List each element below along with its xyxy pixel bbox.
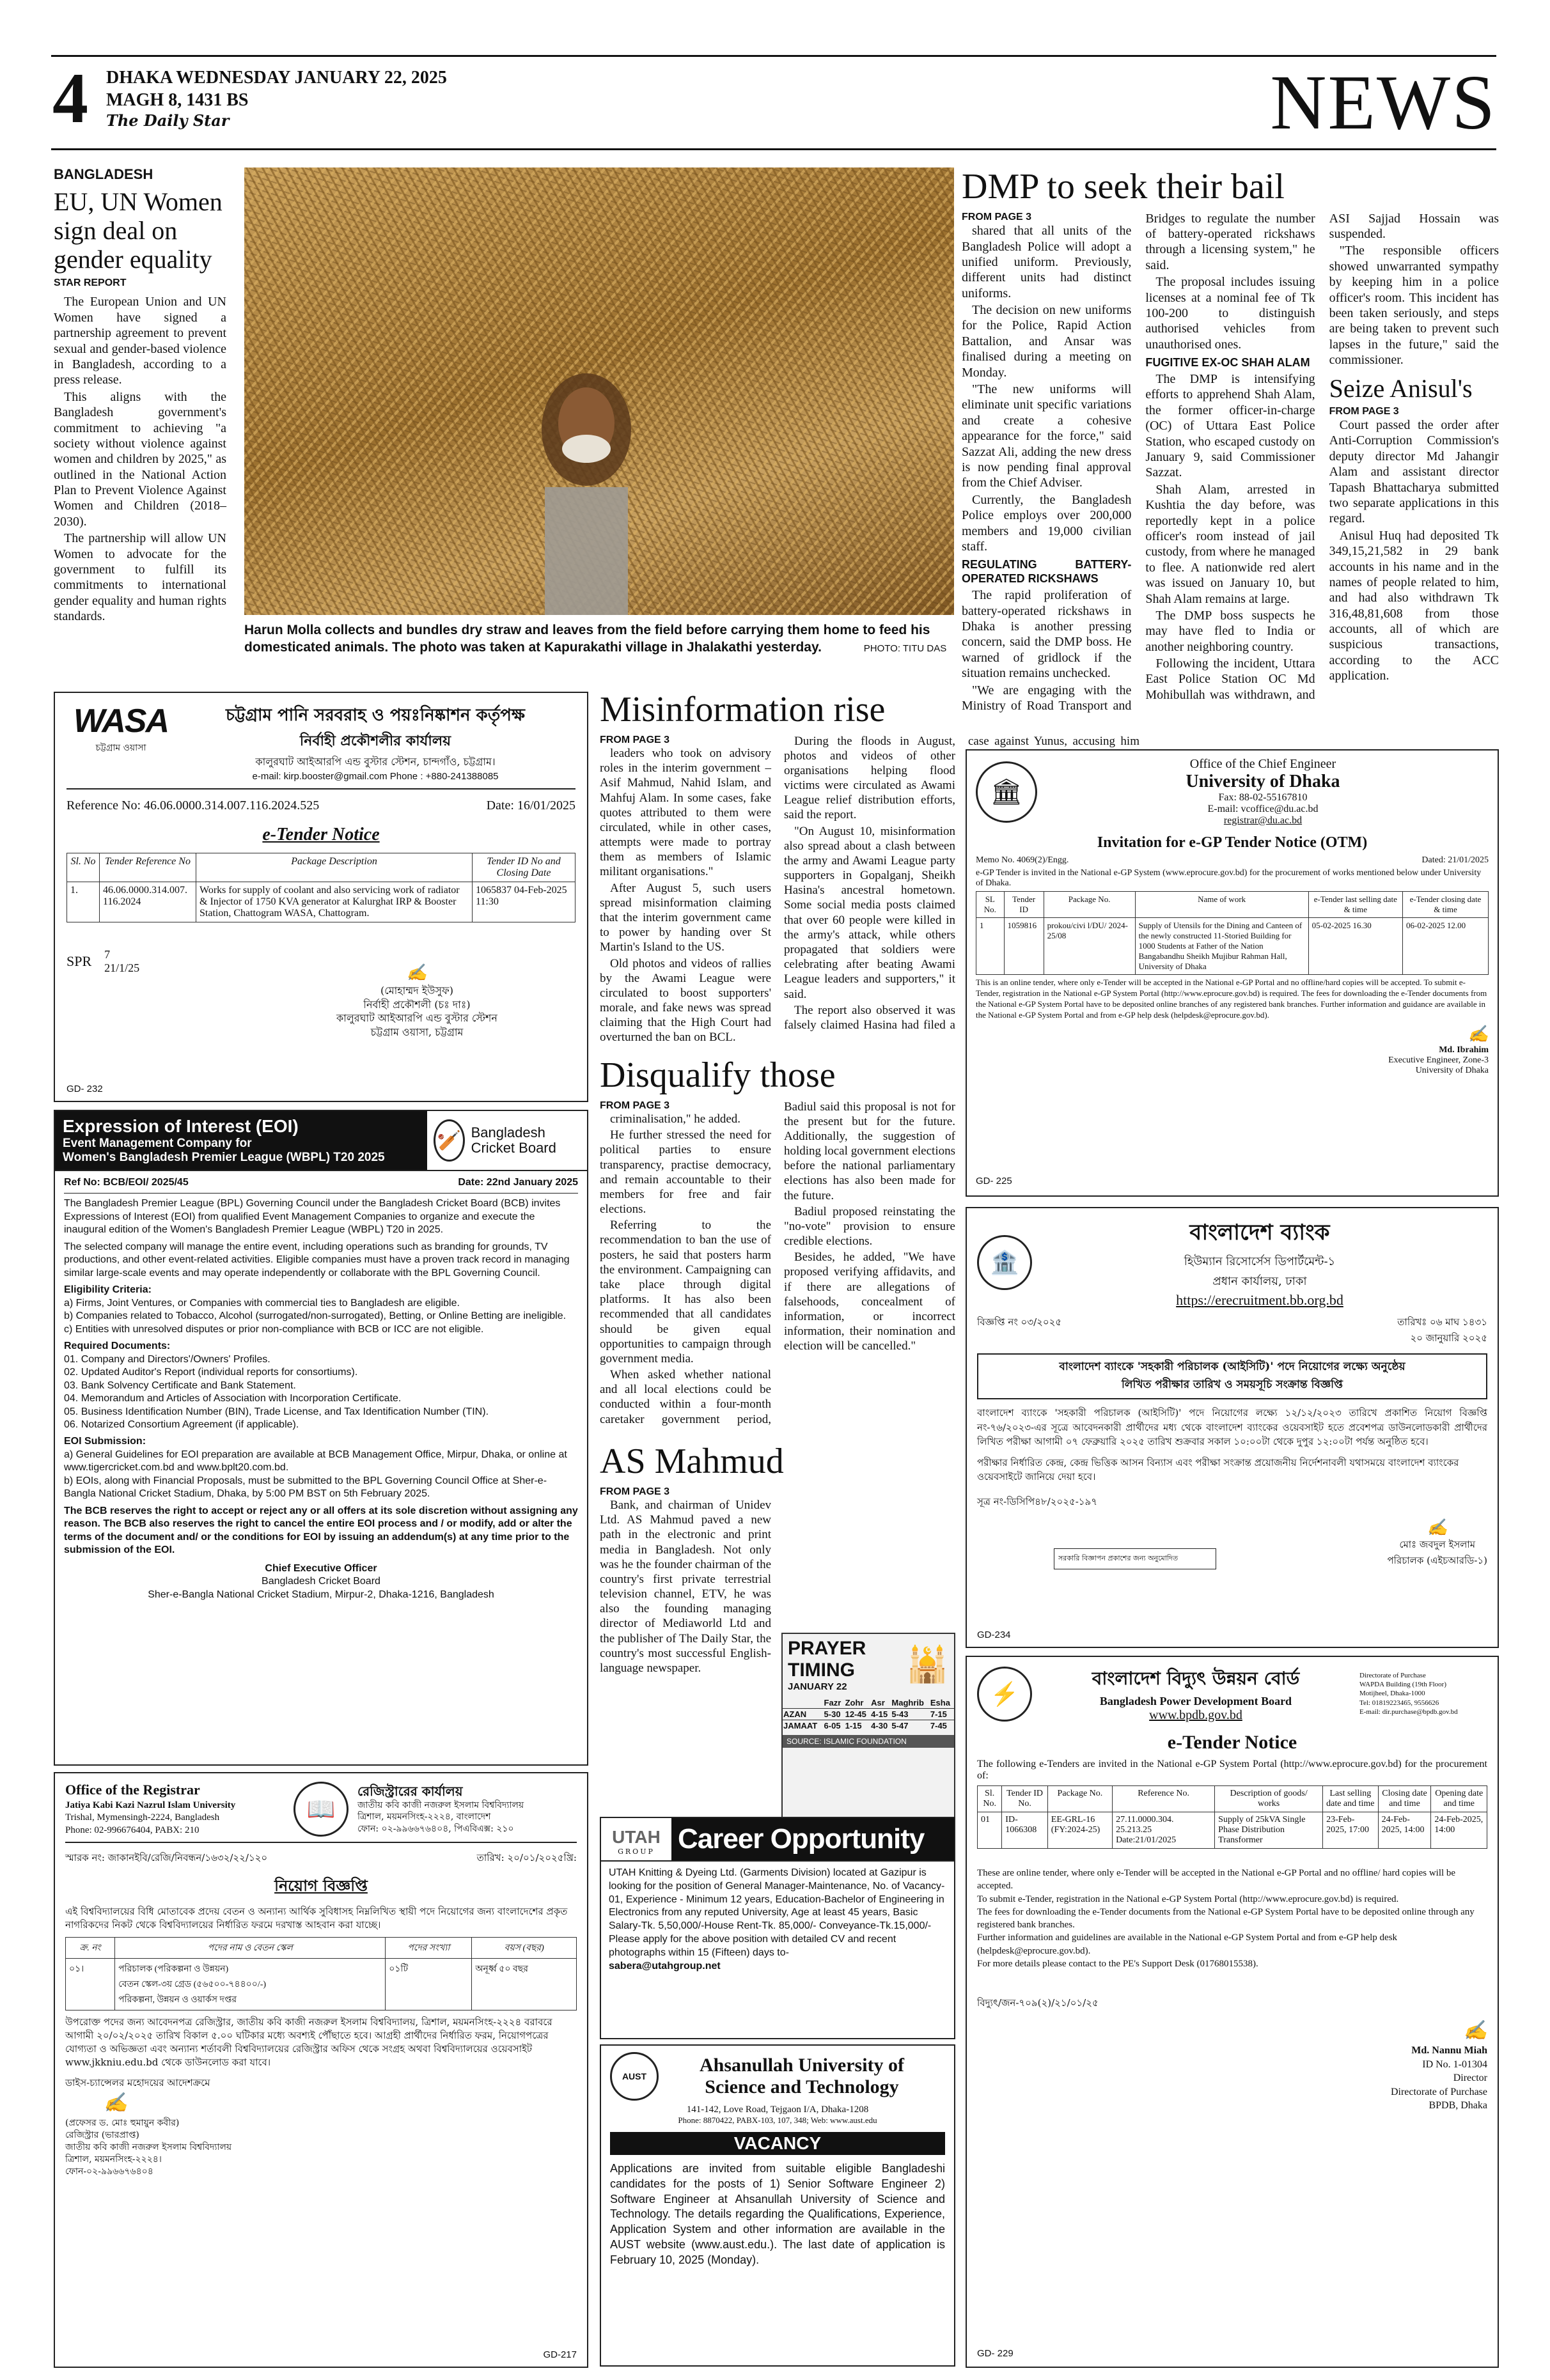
jkkniu-office-bn: রেজিস্ট্রারের কার্যালয় [357, 1784, 463, 1800]
misinfo-headline: Misinformation rise [600, 690, 886, 729]
du-logo-icon: 🏛 [976, 761, 1037, 823]
prayer-date: JANUARY 22 [788, 1681, 847, 1692]
bb-dept: হিউম্যান রিসোর্সেস ডিপার্টমেন্ট-১ [1184, 1255, 1336, 1268]
bcb-subtitle-2: Women's Bangladesh Premier League (WBPL) T20 2025 [63, 1151, 385, 1164]
wasa-logo-text: WASA [74, 703, 168, 740]
bcb-logo-icon: 🏏 [434, 1119, 465, 1162]
misinfo-paragraph: Old photos and videos of rallies by the Awami League were circulated to boost supporters' morale, and fake news was spread claiming that the High Court had overturned the ban on BCL. [600, 956, 771, 1045]
bb-exam-ad [966, 1207, 1499, 1648]
jkkniu-post-cell [115, 1959, 386, 2011]
jkkniu-addr-bn: ত্রিশাল, ময়মনসিংহ-২২২৪, বাংলাদেশ [357, 1812, 491, 1823]
jkkniu-title: নিয়োগ বিজ্ঞপ্তি [274, 1876, 368, 1895]
aust-vacancy: VACANCY [610, 2132, 945, 2155]
wasa-tender-table [67, 853, 575, 922]
disqualify-body [600, 1100, 955, 1435]
bpdb-cell: 01 [978, 1812, 1002, 1849]
prayer-source: SOURCE: ISLAMIC FOUNDATION [783, 1735, 954, 1748]
bpdb-side: Tel: 01819223465, 9556626 [1359, 1699, 1439, 1707]
prayer-title-1: PRAYER [788, 1637, 866, 1659]
paper-name: The Daily Star [106, 111, 230, 130]
mahmud-paragraph: Bank, and chairman of Unidev Ltd. AS Mahmud paved a new path in the electronic and print media in Bangladesh. Not only was he the founder chairman of the country's first private terrestrial television channel, ETV, he was also the founding managing director of Mediaworld Ltd and the publisher of The Daily Star, the country's most successful English-language newspaper. [600, 1498, 772, 1675]
anisul-paragraph: Anisul Huq had deposited Tk 349,15,21,582 in 29 bank accounts in his name and in the names of people related to him, and had also withdrawn Tk 316,48,81,608 from those accounts, all of which are suspicious transactions, according to the ACC application. [1329, 528, 1499, 683]
dmp-paragraph: Following the incident, Uttara East Police Station OC Md Mohibullah was withdrawn, and ASI Sajjad Hossain was suspended. [1145, 211, 1499, 702]
du-cell: 1059816 [1004, 918, 1044, 975]
aust-vacancy-ad [600, 2044, 955, 2367]
prayer-time: 7-45 [930, 1720, 947, 1731]
wasa-col-header: Tender Reference No [100, 853, 196, 882]
list-item: 04. Memorandum and Articles of Association with Incorporation Certificate. [64, 1393, 402, 1404]
du-col-header: Name of work [1135, 892, 1308, 918]
jkkniu-post-name: পরিচালক (পরিকল্পনা ও উন্নয়ন) [118, 1964, 229, 1975]
mahmud-story [600, 1442, 955, 1762]
bb-body: বাংলাদেশ ব্যাংকে 'সহকারী পরিচালক (আইসিটি)' পদে নিয়োগের লক্ষ্যে ১২/১২/২০২৩ তারিখে প্রকাশিত নিয়োগ বিজ্ঞপ্তি নং-৭৬/২০২৩-এর সূত্রে আবেদনকারী প্রার্থীদের মধ্য থেকে বাংলাদেশ ব্যাংকের ওয়েবসাইট হতে প্রবেশপত্র ডাউনলোডকারী প্রার্থীদের লিখিত পরীক্ষা আগামী ০৭ ফেব্রুয়ারি ২০২৫ তারিখ শুক্রবার সকাল ১০:০০টা থেকে দুপুর ১২:০০টা পর্যন্ত অনুষ্ঠিত হবে। [977, 1407, 1487, 1447]
bpdb-logo-icon: ⚡ [977, 1667, 1032, 1722]
misinfo-paragraph: "On August 10, misinformation also spread about a clash between the army and Awami League party supporters in Gopalganj, Sheikh Hasina's ancestral hometown. Some social media posts claimed that over 60 people were killed in the army's attack, while others propagated that soldiers were celebrating after beating Awami League leaders and supporters," it said. [784, 824, 955, 1001]
jkkniu-signature: ✍ [104, 2092, 128, 2115]
wasa-spr: SPR [67, 953, 92, 969]
wasa-col-header: Package Description [196, 853, 473, 882]
mahmud-body [600, 1486, 771, 1754]
dmp-paragraph: "The new uniforms will eliminate unit specific variations and create a cohesive appearance for the force," said Sazzat Ali, adding the new dress is now pending final approval from the Chief Adviser. [962, 382, 1132, 490]
du-intro: e-GP Tender is invited in the National e-GP System (www.eprocure.gov.bd) for the procurement of works mentioned below under University of Dhaka. [976, 868, 1482, 888]
wasa-cell: 1. [67, 882, 100, 922]
prayer-row-label: JAMAAT [783, 1720, 818, 1731]
disqualify-story [600, 1056, 955, 1440]
bpdb-col-header: Package No. [1047, 1786, 1112, 1812]
list-item: c) Entities with unresolved disputes or prior non-compliance with BCB or ICC are not eligible. [64, 1323, 484, 1335]
bcb-eoi-ad [54, 1110, 588, 1766]
section-title: NEWS [1270, 59, 1496, 146]
bpdb-signature: ✍ [1463, 2020, 1487, 2041]
jkkniu-phone-en: Phone: 02-996676404, PABX: 210 [65, 1824, 200, 1835]
jkkniu-post-scale: বেতন স্কেল-৩য় গ্রেড (৫৬৫০০-৭৪৪০০/-) [118, 1980, 267, 1990]
bpdb-cell: 27.11.0000.304. 25.213.25 Date:21/01/2025 [1113, 1812, 1215, 1849]
bpdb-side: Directorate of Purchase [1359, 1671, 1426, 1679]
aust-logo-icon [610, 2052, 659, 2101]
bb-date-2: ২০ জানুয়ারি ২০২৫ [1410, 1332, 1487, 1344]
bpdb-sign-name: Md. Nannu Miah [1411, 2045, 1487, 2056]
jkkniu-closing: ডাইস-চ্যান্সেলর মহোদয়ের আদেশক্রমে [65, 2077, 210, 2089]
list-item: 06. Notarized Consortium Agreement (if applicable). [64, 1419, 299, 1430]
bpdb-name-bn: বাংলাদেশ বিদ্যুৎ উন্নয়ন বোর্ড [1092, 1668, 1300, 1689]
photo-credit: PHOTO: TITU DAS [863, 643, 947, 655]
du-sign-title: Executive Engineer, Zone-3 [1388, 1055, 1489, 1065]
dmp-paragraph: "The responsible officers showed unwarranted sympathy by keeping him in a police officer's room. This incident has been taken seriously, and steps are being taken to prevent such lapses in the future," said the commissioner. [1329, 244, 1499, 368]
wasa-signature: ✍ [406, 963, 428, 983]
bpdb-side: E-mail: dir.purchase@bpdb.gov.bd [1359, 1707, 1458, 1716]
bpdb-cell: EE-GRL-16 (FY:2024-25) [1047, 1812, 1112, 1849]
date-line-bangla: MAGH 8, 1431 BS [106, 90, 249, 110]
jkkniu-cell: ০১। [66, 1959, 115, 2011]
prayer-time: 5-30 [824, 1709, 841, 1719]
prayer-timing-box [781, 1633, 955, 1827]
bpdb-tender-table [977, 1785, 1487, 1849]
dmp-subhead-shah-alam: FUGITIVE EX-OC SHAH ALAM [1145, 356, 1310, 369]
list-item: These are online tender, where only e-Tender will be accepted in the National e-GP Portal and no offline/ hard copies will be accepted. [977, 1868, 1456, 1892]
wasa-cell: 1065837 04-Feb-2025 11:30 [473, 882, 575, 922]
bcb-org-name: Bangladesh Cricket Board [471, 1124, 556, 1156]
list-item: a) Firms, Joint Ventures, or Companies with commercial ties to Bangladesh are eligible. [64, 1297, 460, 1309]
dmp-story-headline: DMP to seek their bail [962, 167, 1285, 206]
jkkniu-sign-addr: ত্রিশাল, ময়মনসিংহ-২২২৪। [65, 2154, 162, 2165]
utah-body: UTAH Knitting & Dyeing Ltd. (Garments Division) located at Gazipur is looking for the position of General Manager-Maintenance, No. of Vacancy- 01, Experience - Minimum 12 years, Education-Bachelor of Engineering in Electronics from any reputed University, Age at least 45 years, Basic Salary-Tk. 5,50,000/-House Rent-Tk. 85,000/- Conveyance-Tk.15,000/- [609, 1867, 945, 1932]
jkkniu-logo-icon: 📖 [294, 1782, 348, 1837]
photo-caption [244, 621, 954, 673]
wasa-logo-sub: চট্টগ্রাম ওয়াসা [95, 743, 146, 753]
date-line-english: DHAKA WEDNESDAY JANUARY 22, 2025 [106, 68, 447, 88]
bpdb-web[interactable]: www.bpdb.gov.bd [1149, 1708, 1242, 1722]
du-col-header: SL No. [976, 892, 1005, 918]
wasa-reference: Reference No: 46.06.0000.314.007.116.2024.525 [67, 798, 320, 813]
wasa-col-header: Sl. No [67, 853, 100, 882]
jkkniu-col-header: ক্র. নং [66, 1938, 115, 1959]
dmp-paragraph: The rapid proliferation of battery-operated rickshaws in Dhaka is another pressing concern, said the DMP boss. He warned of gridlock if the situation remains unchecked. [962, 588, 1132, 681]
wasa-gd: GD- 232 [67, 1084, 103, 1094]
jkkniu-date: তারিখ: ২০/০১/২০২৫খ্রি: [476, 1852, 577, 1864]
jkkniu-sign-name: (প্রফেসর ড. মোঃ হুমায়ুন কবীর) [65, 2118, 180, 2129]
jkkniu-sign-title: রেজিস্ট্রার (ভারপ্রাপ্ত) [65, 2129, 139, 2140]
prayer-time: 12-45 [845, 1709, 866, 1719]
list-item: 03. Bank Solvency Certificate and Bank Statement. [64, 1380, 296, 1391]
misinfo-paragraph: After August 5, such users spread misinformation claiming that the interim government came to power by handing over St Martin's Island to the US. [600, 881, 771, 954]
table-row [783, 1708, 954, 1720]
bcb-intro: The Bangladesh Premier League (BPL) Governing Council under the Bangladesh Cricket Board (BCB) invites Expressions of Interest (EOI) from qualified Event Management Companies to organize and execute the inaugural edition of the Women's Bangladesh Premier League (WBPL) T20 in 2025. [64, 1198, 561, 1236]
mosque-icon: 🕌 [905, 1645, 949, 1684]
bpdb-col-header: Tender ID No. [1002, 1786, 1047, 1812]
bb-bank-name: বাংলাদেশ ব্যাংক [1189, 1220, 1330, 1245]
bpdb-side: WAPDA Building (19th Floor) [1359, 1681, 1446, 1689]
dmp-paragraph: The DMP boss suspects he may have fled to India or another neighboring country. [1145, 608, 1315, 654]
du-email-1[interactable]: E-mail: vcoffice@du.ac.bd [1207, 804, 1319, 814]
bcb-sig-address: Sher-e-Bangla National Cricket Stadium, Mirpur-2, Dhaka-1216, Bangladesh [148, 1589, 494, 1600]
list-item: b) EOIs, along with Financial Proposals, must be submitted to the BPL Governing Council Office at Sher-e-Bangla National Cricket Stadium, Dhaka, by 5:00 PM BST on 5th February 2025. [64, 1475, 547, 1500]
disqualify-from-page: FROM PAGE 3 [600, 1100, 670, 1111]
eu-story-paragraph: The European Union and UN Women have signed a partnership agreement to prevent sexual and gender-based violence in Bangladesh, according to a press release. [54, 295, 226, 387]
du-note: This is an online tender, where only e-Tender will be accepted in the National e-GP Portal and no offline/hard copies will be accepted. To submit e-Tender, registration in the National e-GP System Portal (http://www.eprocure.gov.bd) is required. The fees for downloading the e-Tender documents from the National e-GP System Portal have to be deposited online branches of any registered bank branches. Further information and guidance are available in the National e-GP System Portal and from e-GP help desk (helpdesk@eprocure.gov.bd). [976, 977, 1487, 1020]
dmp-story-body [962, 211, 1499, 722]
misinfo-from-page: FROM PAGE 3 [600, 734, 670, 745]
prayer-time: 6-05 [824, 1720, 841, 1731]
table-row [978, 1812, 1487, 1849]
bpdb-col-header: Opening date and time [1431, 1786, 1487, 1812]
aust-address: 141-142, Love Road, Tejgaon I/A, Dhaka-1208 [686, 2104, 869, 2115]
du-cell: prokou/civi l/DU/ 2024-25/08 [1044, 918, 1135, 975]
masthead [0, 0, 1550, 160]
photo-caption-text: Harun Molla collects and bundles dry straw and leaves from the field before carrying them home to feed his domesticated animals. The photo was taken at Kapurakathi village in Jhalakathi yesterday. [244, 623, 930, 655]
eu-story [54, 166, 226, 678]
du-gd: GD- 225 [976, 1176, 1012, 1186]
bb-signature: ✍ [1427, 1518, 1448, 1537]
disqualify-headline: Disqualify those [600, 1055, 836, 1095]
bpdb-col-header: Reference No. [1113, 1786, 1215, 1812]
disqualify-paragraph: When asked whether national and all local elections could be conducted within a four-month caretaker government period, Badiul said this proposal is not for the present but for the future. Additionally, the suggestion of holding local government elections before the national parliamentary elections has also been made for the future. [600, 1100, 955, 1426]
jkkniu-phone-bn: ফোন: ০২-৯৯৬৬৭৬৪০৪, পিএবিএক্স: ২১০ [357, 1823, 514, 1834]
bpdb-gd: GD- 229 [977, 2348, 1014, 2359]
dmp-paragraph: "We are engaging with the Ministry of Road Transport and Bridges to regulate the number of battery-operated rickshaws through a licensing system," he said. [962, 211, 1315, 713]
anisul-story-headline: Seize Anisul's [1329, 373, 1473, 403]
eu-story-body [54, 294, 226, 624]
bpdb-cell: ID-1066308 [1002, 1812, 1047, 1849]
masthead-bottom-rule [51, 148, 1496, 150]
utah-career-ad [600, 1817, 955, 2039]
bcb-sig-org: Bangladesh Cricket Board [262, 1576, 380, 1587]
du-uni: University of Dhaka [1186, 772, 1340, 791]
disqualify-paragraph: Besides, he added, "We have proposed verifying affidavits, and if there are allegations of falsehoods, concealment of information, or incorrect information, their nomination and election will be cancelled." [784, 1250, 955, 1353]
utah-logo-sub: GROUP [618, 1847, 655, 1856]
list-item: The fees for downloading the e-Tender documents from the National e-GP System Portal have to be deposited online through any registered bank branches. [977, 1906, 1475, 1930]
du-cell: 06-02-2025 12.00 [1402, 918, 1488, 975]
bcb-eligibility-title: Eligibility Criteria: [64, 1284, 152, 1296]
du-signature: ✍ [1468, 1024, 1489, 1043]
du-col-header: e-Tender last selling date & time [1308, 892, 1402, 918]
disqualify-paragraph: Referring to the recommendation to ban the use of posters, he said that posters harm the environment. Campaigning can take place through digital platforms. It has also been recommended that all candidates should be given equal opportunities to campaign through government media. [600, 1218, 771, 1365]
bpdb-sign-org: BPDB, Dhaka [1429, 2100, 1487, 2112]
bpdb-col-header: Last selling date and time [1323, 1786, 1379, 1812]
bpdb-sign-dir: Directorate of Purchase [1390, 2086, 1487, 2097]
bpdb-sign-title: Director [1453, 2073, 1487, 2084]
du-date: Dated: 21/01/2025 [1421, 855, 1489, 865]
jkkniu-gd: GD-217 [543, 2349, 577, 2360]
dmp-from-page: FROM PAGE 3 [962, 211, 1032, 222]
bb-sign-title: পরিচালক (এইচআরডি-১) [1387, 1554, 1487, 1566]
prayer-time: 5-47 [891, 1720, 909, 1731]
aust-name-2: Science and Technology [705, 2076, 899, 2097]
bpdb-col-header: Description of goods/ works [1215, 1786, 1323, 1812]
jkkniu-col-header: পদের সংখ্যা [386, 1938, 472, 1959]
bb-title-1: বাংলাদেশ ব্যাংকে 'সহকারী পরিচালক (আইসিটি)' পদে নিয়োগের লক্ষ্যে অনুষ্ঠেয় [1059, 1360, 1405, 1373]
wasa-sign-org: চট্টগ্রাম ওয়াসা, চট্টগ্রাম [370, 1025, 464, 1038]
bb-ref: সূত্র নং-ডিসিপি৪৮/২০২৫-১৯৭ [977, 1495, 1097, 1507]
prayer-col-header: Zohr [845, 1697, 864, 1707]
list-item: 02. Updated Auditor's Report (individual reports for consortiums). [64, 1367, 358, 1378]
bb-notice-no: বিজ্ঞপ্তি নং ০৩/২০২৫ [977, 1316, 1062, 1328]
bb-office: প্রধান কার্যালয়, ঢাকা [1212, 1275, 1307, 1288]
wasa-tender-ad [54, 692, 588, 1102]
misinfo-paragraph: The report also observed it was falsely claimed Hasina had filed a case against Yunus, accusing him [784, 734, 1139, 1032]
bpdb-intro: The following e-Tenders are invited in the National e-GP System Portal (http://www.eprocure.gov.bd) for the procurement of: [977, 1759, 1487, 1781]
prayer-time: 7-15 [930, 1709, 947, 1719]
jkkniu-col-header: পদের নাম ও বেতন স্কেল [115, 1938, 386, 1959]
list-item: 01. Company and Directors'/Owners' Profiles. [64, 1353, 270, 1365]
bpdb-side: Motijheel, Dhaka-1000 [1359, 1690, 1425, 1698]
wasa-title: e-Tender Notice [262, 825, 380, 844]
anisul-from-page: FROM PAGE 3 [1329, 405, 1399, 417]
wasa-date: Date: 16/01/2025 [486, 798, 575, 813]
bb-title-2: লিখিত পরীক্ষার তারিখ ও সময়সূচি সংক্রান্ত বিজ্ঞপ্তি [1122, 1378, 1343, 1391]
date-line [106, 66, 554, 137]
aust-body: Applications are invited from suitable eligible Bangladeshi candidates for the posts of 1) Senior Software Engineer 2) Software Engineer at Ahsanullah University of Science and Technology. The details regarding the Qualifications, Experience, Application System and other information are available in the AUST website (www.aust.edu.). The last date of application is February 10, 2025 (Monday). [610, 2162, 945, 2266]
du-cell: 1 [976, 918, 1005, 975]
list-item: a) General Guidelines for EOI preparation are available at BCB Management Office, Mirpur, Dhaka, or online at www.tigercricket.com.bd and www.bplt20.com.bd. [64, 1449, 567, 1474]
jkkniu-post-table [65, 1937, 577, 2011]
prayer-time: 4-30 [871, 1720, 888, 1731]
mahmud-headline: AS Mahmud [600, 1442, 784, 1481]
bb-url[interactable]: https://erecruitment.bb.org.bd [1176, 1292, 1343, 1308]
jkkniu-office-en: Office of the Registrar [65, 1782, 200, 1798]
du-col-header: e-Tender closing date & time [1402, 892, 1488, 918]
prayer-time: 5-43 [891, 1709, 909, 1719]
bpdb-sign-id: ID No. 1-01304 [1422, 2058, 1487, 2070]
bb-date-1: তারিখঃ ০৬ মাঘ ১৪৩১ [1397, 1316, 1487, 1328]
dmp-story [962, 167, 1499, 730]
jkkniu-sign-phone: ফোন-০২-৯৯৬৬৭৬৪০৪ [65, 2166, 153, 2177]
prayer-col-header: Asr [871, 1697, 885, 1707]
aust-logo-text: AUST [622, 2071, 647, 2081]
prayer-table [783, 1697, 954, 1731]
straw-photo [244, 167, 954, 615]
bcb-ref: Ref No: BCB/EOI/ 2025/45 [64, 1177, 189, 1188]
prayer-title-2: TIMING [788, 1659, 855, 1681]
jkkniu-cell: অনূর্ধ্ব ৫০ বছর [472, 1959, 577, 2011]
du-sign-org: University of Dhaka [1415, 1065, 1489, 1075]
prayer-col-header: Maghrib [891, 1697, 924, 1707]
wasa-cell: Works for supply of coolant and also servicing work of radiator & Injector of 1750 KVA generator at Kalurghat IRP & Booster Station, Chattogram WASA, Chattogram. [196, 882, 473, 922]
prayer-time: 1-15 [845, 1720, 862, 1731]
jkkniu-post-office: পরিকল্পনা, উন্নয়ন ও ওয়ার্কস দপ্তর [118, 1995, 237, 2005]
jkkniu-addr-en: Trishal, Mymensingh-2224, Bangladesh [65, 1812, 220, 1823]
disqualify-paragraph: He further stressed the need for political parties to ensure transparency, practise democracy, and remain accountable to their members for free and fair elections. [600, 1128, 771, 1217]
bpdb-cell: 24-Feb-2025, 14:00 [1431, 1812, 1487, 1849]
misinfo-paragraph: leaders who took on advisory roles in the interim government – Asif Mahmud, Nahid Islam, and Mahfuj Alam. In some cases, fake quotes attributed to them were circulated, while in other cases, attempts were made to portray them as members of Islamic militant organisations." [600, 747, 771, 879]
mahmud-from-page: FROM PAGE 3 [600, 1486, 670, 1497]
eu-story-paragraph: The partnership will allow UN Women to advocate for the government to fulfill its commitments to international gender equality and human rights standards. [54, 531, 226, 624]
bcb-title: Expression of Interest (EOI) [63, 1116, 299, 1136]
utah-email[interactable]: sabera@utahgroup.net [609, 1960, 721, 1972]
list-item: b) Companies related to Tobacco, Alcohol (surrogated/non-surrogated), Betting, or Online Betting are ineligible. [64, 1311, 567, 1322]
list-item: Further information and guidelines are available in the National e-GP System Portal and from e-GP help desk (helpdesk@eprocure.gov.bd). [977, 1933, 1398, 1956]
bcb-sig-title: Chief Executive Officer [265, 1562, 377, 1574]
wasa-sign-name: (মোহাম্মদ ইউসুফ) [380, 984, 453, 997]
jkkniu-col-header: বয়স (বছর) [472, 1938, 577, 1959]
du-sign-name: Md. Ibrahim [1439, 1045, 1489, 1055]
disqualify-paragraph: Badiul proposed reinstating the "no-vote" provision to ensure credible elections. [784, 1204, 955, 1248]
bb-gd: GD-234 [977, 1629, 1011, 1640]
table-row [67, 882, 575, 922]
wasa-cell: 46.06.0000.314.007. 116.2024 [100, 882, 196, 922]
bb-body-2: পরীক্ষার নির্ধারিত কেন্দ্র, কেন্দ্র ভিত্তিক আসন বিন্যাস এবং পরীক্ষা সংক্রান্ত প্রয়োজনীয় নির্দেশনাবলী যথাসময়ে বাংলাদেশ ব্যাংকের ওয়েবসাইটে জানিয়ে দেয়া হবে। [977, 1456, 1459, 1482]
eu-story-paragraph: This aligns with the Bangladesh government's commitment to achieving "a society without violence against women and children by 2025," as outlined in the National Action Plan to Prevent Violence Against Women and Children (2018–2030). [54, 389, 226, 529]
wasa-col-header: Tender ID No and Closing Date [473, 853, 575, 882]
bpdb-tender-ad [966, 1656, 1499, 2368]
bcb-submission-title: EOI Submission: [64, 1436, 146, 1447]
du-tender-ad [966, 749, 1499, 1197]
utah-logo-text: UTAH [612, 1827, 661, 1847]
table-row [66, 1959, 577, 2011]
jkkniu-recruitment-ad [54, 1772, 588, 2368]
eu-story-headline: EU, UN Women sign deal on gender equality [54, 187, 223, 274]
anisul-paragraph: Court passed the order after Anti-Corruption Commission's deputy director Md Jahangir Alam and assistant director Tapash Bhattacharya submitted two separate applications in this regard. [1329, 418, 1499, 526]
bpdb-cell: 23-Feb-2025, 17:00 [1323, 1812, 1379, 1849]
bcb-date: Date: 22nd January 2025 [458, 1177, 578, 1188]
du-cell: 05-02-2025 16.30 [1308, 918, 1402, 975]
jkkniu-body: উপরোক্ত পদের জন্য আবেদনপত্র রেজিস্ট্রার, জাতীয় কবি কাজী নজরুল ইসলাম বিশ্ববিদ্যালয়, ত্রিশাল, ময়মনসিংহ-২২২৪ বরাবরে আগামী ২০/০২/২০২৫ তারিখ বিকাল ৫.০০ ঘটিকার মধ্যে অবশ্যই পৌঁছাতে হবে। আগ্রহী প্রার্থীদের নির্ধারিত ফরম, নিয়োগপত্রের যোগ্যতা ও অভিজ্ঞতা এবং অন্যান্য শর্তাবলী বিশ্ববিদ্যালয়ের রেজিস্ট্রার অফিস থেকে সংগ্রহ অথবা বিশ্ববিদ্যালয়ের ওয়েবসাইট www.jkkniu.edu.bd থেকে ডাউনলোড করা যাবে। [65, 2016, 552, 2069]
du-title: Invitation for e-GP Tender Notice (OTM) [1097, 834, 1368, 851]
dmp-paragraph: The decision on new uniforms for the Police, Rapid Action Battalion, and Ansar was finalised during a meeting on Monday. [962, 303, 1132, 380]
jkkniu-memo: স্মারক নং: জাকানইবি/রেজি/নিবন্ধন/১৬৩২/২২/১২০ [65, 1852, 268, 1864]
masthead-top-rule [51, 55, 1496, 57]
utah-title: Career Opportunity [671, 1818, 954, 1860]
bpdb-col-header: Closing date and time [1378, 1786, 1431, 1812]
jkkniu-cell: ০১টি [386, 1959, 472, 2011]
eu-story-byline: STAR REPORT [54, 277, 127, 289]
wasa-office: নির্বাহী প্রকৌশলীর কার্যালয় [299, 733, 451, 749]
list-item: For more details please contact to the PE's Support Desk (01768015538). [977, 1958, 1258, 1969]
utah-body-2: Please apply for the above position with detailed CV and recent photographs within 15 (Fifteen) days to- [609, 1933, 896, 1958]
wasa-address: কালুরঘাট আইআরপি এন্ড বুস্টার স্টেশন, চান্দগাঁও, চট্টগ্রাম। [255, 756, 496, 768]
wasa-spr-number: 7 21/1/25 [104, 948, 140, 974]
bcb-intro-2: The selected company will manage the entire event, including operations such as branding for grounds, TV productions, and other event-related activities. Eligible companies must have a proven track record in managing similar large-scale events and may operate independently or collaborate with the BPL Governing Council. [64, 1241, 570, 1279]
dmp-paragraph: Shah Alam, arrested in Kushtia the day before, was reportedly kept in a police officer's room instead of jail custody, from where he managed to flee. A nationwide red alert was issued on January 10, but Shah Alam remains at large. [1145, 482, 1315, 606]
bpdb-cell: 24-Feb-2025, 14:00 [1378, 1812, 1431, 1849]
table-row [783, 1720, 954, 1731]
du-tender-table [976, 891, 1489, 975]
bpdb-ref-bn: বিদ্যুৎ/জন-৭০৯(২)/২১/০১/২৫ [977, 1997, 1099, 2009]
bpdb-name-en: Bangladesh Power Development Board [1099, 1695, 1292, 1707]
list-item: 05. Business Identification Number (BIN), Trade License, and Tax Identification Number (TIN). [64, 1406, 489, 1417]
prayer-row-label: AZAN [783, 1709, 807, 1719]
page-number: 4 [52, 59, 88, 138]
aust-phone: Phone: 8870422, PABX-103, 107, 348; Web: www.aust.edu [678, 2115, 877, 2125]
bcb-reserve: The BCB reserves the right to accept or reject any or all offers at its sole discretion without assigning any reason. The BCB also reserves the right to cancel the entire EOI process and / or modify, add or alter the terms of the document and/ or the conditions for EOI by issuing an addendum(s) at any time prior to the submission of the EOI. [64, 1505, 578, 1556]
jkkniu-sign-uni: জাতীয় কবি কাজী নজরুল ইসলাম বিশ্ববিদ্যালয় [65, 2142, 232, 2152]
wasa-org-name: চট্টগ্রাম পানি সরবরাহ ও পয়ঃনিষ্কাশন কর্তৃপক্ষ [226, 706, 525, 725]
du-email-2[interactable]: registrar@du.ac.bd [1223, 815, 1303, 826]
du-office: Office of the Chief Engineer [1189, 757, 1336, 771]
table-row [976, 918, 1489, 975]
bb-stamp: সরকারি বিজ্ঞাপন প্রকাশের জন্য অনুমোদিত [1054, 1548, 1216, 1569]
jkkniu-uni-bn: জাতীয় কবি কাজী নজরুল ইসলাম বিশ্ববিদ্যালয় [357, 1800, 524, 1811]
wasa-logo [67, 702, 175, 756]
du-col-header: Tender ID [1004, 892, 1044, 918]
misinfo-paragraph: During the floods in August, photos and videos of other organisations helping flood victims were circulated as Awami League relief distribution efforts, said the report. [784, 734, 955, 822]
prayer-time: 4-15 [871, 1709, 888, 1719]
aust-name-1: Ahsanullah University of [699, 2055, 905, 2076]
dmp-paragraph: shared that all units of the Bangladesh Police will adopt a unified uniform. Previously, different units had distinct uniforms. [962, 224, 1132, 300]
bpdb-col-header: Sl. No. [978, 1786, 1002, 1812]
dmp-subhead-rickshaws: REGULATING BATTERY-OPERATED RICKSHAWS [962, 558, 1132, 586]
du-cell: Supply of Utensils for the Dining and Canteen of the newly constructed 11-Storied Building for 1000 Students at Father of the Nation Bangabandhu Sheikh Mujibur Rahman Hall, University of Dhaka [1135, 918, 1308, 975]
prayer-col-header: Esha [930, 1697, 950, 1707]
wasa-contact: e-mail: kirp.booster@gmail.com Phone : +880-241388085 [252, 771, 499, 782]
dmp-paragraph: The proposal includes issuing licenses at a nominal fee of Tk 100-200 to distinguish authorised vehicles from unauthorised ones. [1145, 275, 1315, 352]
eu-story-kicker: BANGLADESH [54, 166, 153, 182]
bpdb-cell: Supply of 25kVA Single Phase Distribution Transformer [1215, 1812, 1323, 1849]
jkkniu-intro: এই বিশ্ববিদ্যালয়ের বিধি মোতাবেক প্রদেয় বেতন ও অন্যান্য আর্থিক সুবিধাসহ নিম্নলিখিত স্থায়ী পদে নিয়োগের জন্য বাংলাদেশের প্রকৃত নাগরিকদের নিকট থেকে বিশ্ববিদ্যালয়ের নির্ধারিত ফরমে দরখাস্ত আহবান করা যাচ্ছে। [65, 1906, 568, 1931]
du-memo: Memo No. 4069(2)/Engg. [976, 855, 1069, 865]
dmp-paragraph: The DMP is intensifying efforts to apprehend Shah Alam, the former officer-in-charge (OC) of Uttara East Police Station, who escaped custody on January 9, said Commissioner Sazzat. [1145, 372, 1315, 480]
dmp-paragraph: Currently, the Bangladesh Police employs over 200,000 members and 19,000 civilian staff. [962, 492, 1132, 554]
bpdb-title: e-Tender Notice [1167, 1732, 1297, 1753]
disqualify-paragraph: criminalisation," he added. [610, 1112, 741, 1126]
wasa-sign-station: কালুরঘাট আইআরপি এন্ড বুস্টার স্টেশন [336, 1012, 497, 1025]
wasa-sign-title: নির্বাহী প্রকৌশলী (চঃ দাঃ) [363, 998, 471, 1011]
utah-logo [601, 1818, 671, 1860]
prayer-col-header: Fazr [824, 1697, 842, 1707]
bcb-subtitle: Event Management Company for [63, 1137, 252, 1150]
bcb-docs-title: Required Documents: [64, 1341, 171, 1352]
bb-logo-icon: 🏦 [977, 1235, 1032, 1290]
bb-sign-name: মোঃ জবদুল ইসলাম [1399, 1538, 1476, 1550]
du-col-header: Package No. [1044, 892, 1135, 918]
list-item: To submit e-Tender, registration in the National e-GP System Portal (http://www.eprocure.gov.bd) is required. [977, 1894, 1399, 1904]
jkkniu-uni-en: Jatiya Kabi Kazi Nazrul Islam University [65, 1800, 236, 1810]
straw-photo-figure [244, 167, 954, 615]
du-fax: Fax: 88-02-55167810 [1218, 792, 1308, 803]
